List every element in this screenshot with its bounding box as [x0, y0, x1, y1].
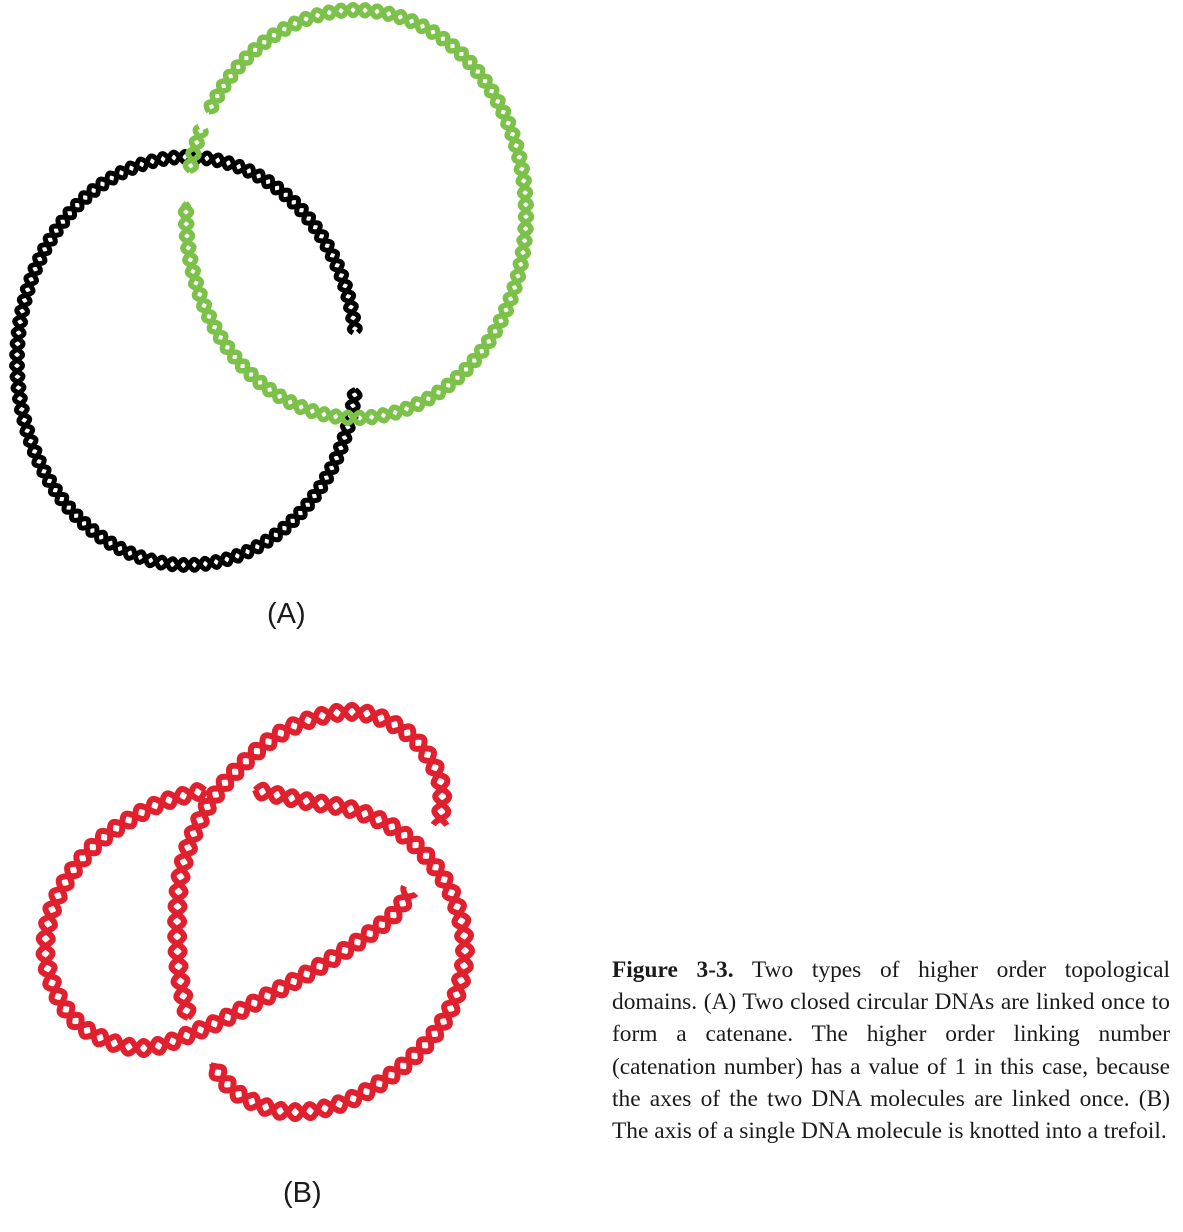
panel-a-label: (A) — [267, 598, 306, 630]
panel-b-label: (B) — [283, 1177, 322, 1209]
caption-text: Two types of higher order topological domains. (A) Two closed circular DNAs are linked once to form a catenane. The higher order linking number (catenation number) has a value of 1 in this case, because the axes of the two DNA molecules are linked once. (B) The axis of a single DNA molecule is knotted into a trefoil. — [612, 957, 1170, 1145]
trefoil-knot-diagram — [39, 705, 472, 1119]
figure-caption — [612, 954, 1170, 1147]
trefoil-lobe-left-strand-2 — [39, 789, 416, 1054]
caption-figure-label: Figure 3-3. — [612, 957, 734, 983]
catenane-diagram — [12, 5, 532, 571]
